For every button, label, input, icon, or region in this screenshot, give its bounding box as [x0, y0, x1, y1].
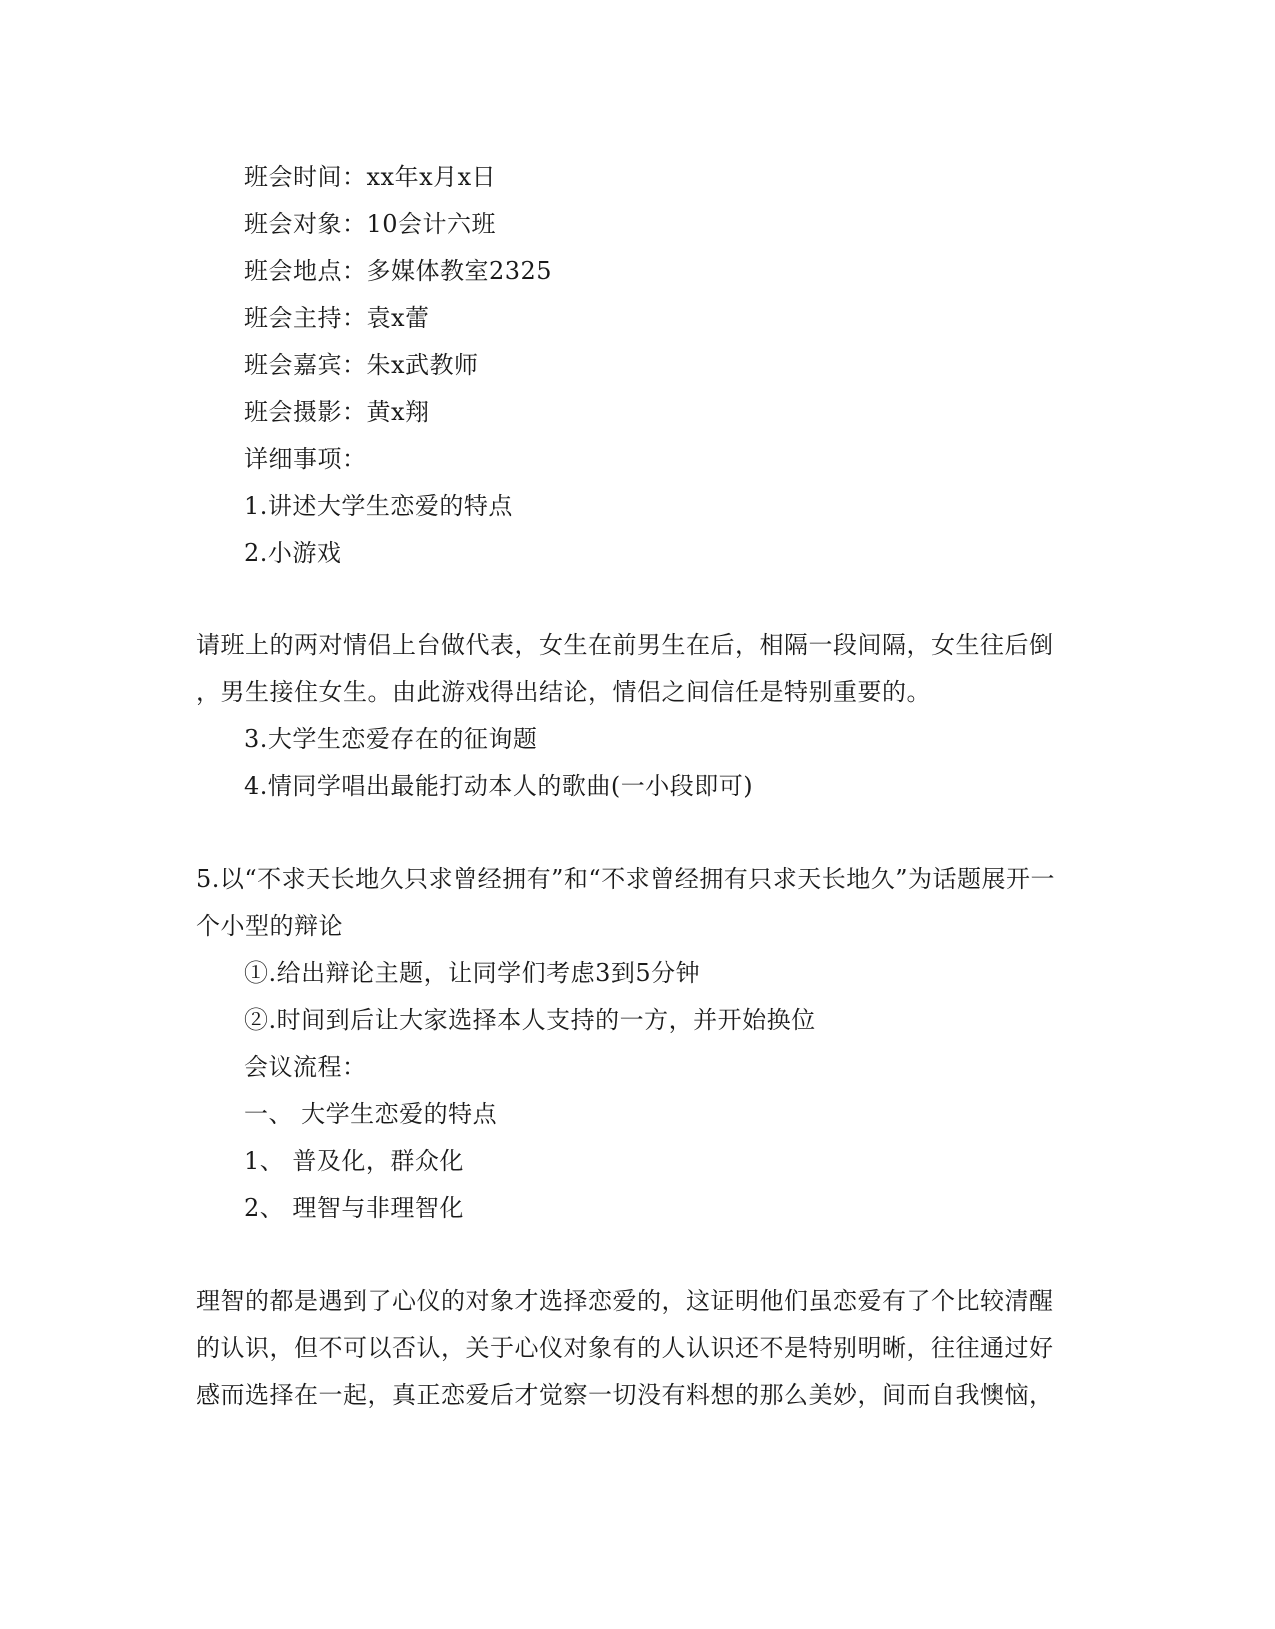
process-paragraph-line-1: 理智的都是遇到了心仪的对象才选择恋爱的，这证明他们虽恋爱有了个比较清醒 — [196, 1287, 1054, 1315]
process-heading: 会议流程： — [244, 1053, 367, 1081]
detail-item-2-desc-line-2: ，男生接住女生。由此游戏得出结论，情侣之间信任是特别重要的。 — [196, 678, 931, 706]
detail-item-1: 1.讲述大学生恋爱的特点 — [244, 492, 513, 520]
detail-sub-item-1: ①.给出辩论主题，让同学们考虑3到5分钟 — [244, 959, 701, 987]
detail-item-5-line-2: 个小型的辩论 — [196, 912, 343, 940]
detail-item-4: 4.情同学唱出最能打动本人的歌曲(一小段即可) — [244, 772, 754, 800]
detail-item-3: 3.大学生恋爱存在的征询题 — [244, 725, 538, 753]
meeting-guest: 班会嘉宾：朱x武教师 — [244, 351, 479, 379]
meeting-audience: 班会对象：10会计六班 — [244, 210, 497, 238]
process-point-1: 1、 普及化，群众化 — [244, 1147, 464, 1175]
meeting-location: 班会地点：多媒体教室2325 — [244, 257, 553, 285]
process-section-1: 一、 大学生恋爱的特点 — [244, 1100, 498, 1128]
detail-sub-item-2: ②.时间到后让大家选择本人支持的一方，并开始换位 — [244, 1006, 816, 1034]
meeting-time: 班会时间：xx年x月x日 — [244, 163, 497, 191]
process-paragraph-line-2: 的认识，但不可以否认，关于心仪对象有的人认识还不是特别明晰，往往通过好 — [196, 1334, 1054, 1362]
details-heading: 详细事项： — [244, 445, 367, 473]
meeting-host: 班会主持：袁x蕾 — [244, 304, 430, 332]
detail-item-2-desc-line-1: 请班上的两对情侣上台做代表，女生在前男生在后，相隔一段间隔，女生往后倒 — [196, 631, 1054, 659]
detail-item-2: 2.小游戏 — [244, 539, 342, 567]
detail-item-5-line-1: 5.以“不求天长地久只求曾经拥有”和“不求曾经拥有只求天长地久”为话题展开一 — [196, 865, 1055, 893]
meeting-photographer: 班会摄影：黄x翔 — [244, 398, 430, 426]
process-point-2: 2、 理智与非理智化 — [244, 1194, 464, 1222]
process-paragraph-line-3: 感而选择在一起，真正恋爱后才觉察一切没有料想的那么美妙，间而自我懊恼， — [196, 1381, 1054, 1409]
